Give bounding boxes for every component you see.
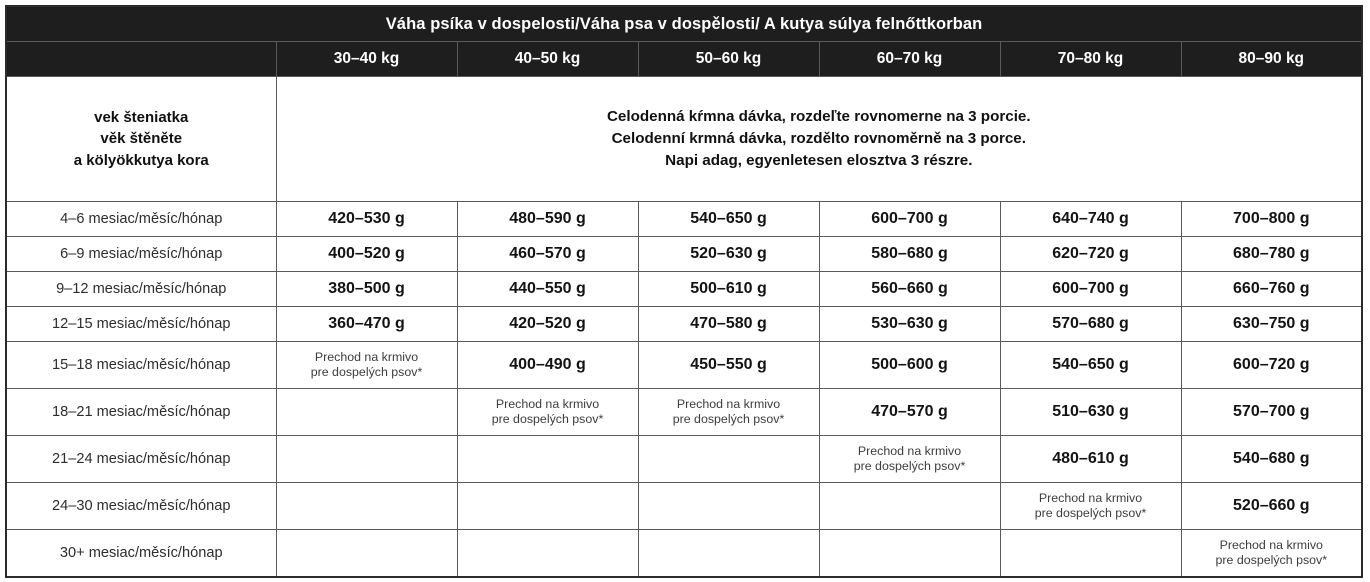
ration-amount-cell: 420–530 g bbox=[276, 202, 457, 237]
instruction-line-hu: Napi adag, egyenletesen elosztva 3 részre. bbox=[665, 152, 973, 170]
age-range-label: 4–6 mesiac/měsíc/hónap bbox=[6, 202, 276, 237]
adult-food-transition-cell bbox=[276, 342, 457, 389]
ration-amount-cell: 540–680 g bbox=[1181, 436, 1362, 483]
table-row bbox=[6, 237, 1362, 272]
transition-note-line-1: Prechod na krmivo bbox=[1038, 491, 1143, 506]
ration-amount-cell: 660–760 g bbox=[1181, 272, 1362, 307]
transition-note-line-2: pre dospelých psov* bbox=[672, 412, 785, 426]
empty-cell bbox=[819, 483, 1000, 530]
empty-cell bbox=[276, 436, 457, 483]
instructions-row bbox=[6, 77, 1362, 202]
adult-food-transition-cell bbox=[638, 389, 819, 436]
age-range-label: 18–21 mesiac/měsíc/hónap bbox=[6, 389, 276, 436]
ration-amount-cell: 600–720 g bbox=[1181, 342, 1362, 389]
ration-amount-cell: 600–700 g bbox=[819, 202, 1000, 237]
ration-amount-cell: 480–610 g bbox=[1000, 436, 1181, 483]
weight-column-header-2: 50–60 kg bbox=[638, 42, 819, 77]
age-header-line-hu: a kölyökkutya kora bbox=[73, 151, 209, 169]
age-range-label: 24–30 mesiac/měsíc/hónap bbox=[6, 483, 276, 530]
age-range-label: 12–15 mesiac/měsíc/hónap bbox=[6, 307, 276, 342]
ration-amount-cell: 440–550 g bbox=[457, 272, 638, 307]
transition-note-line-2: pre dospelých psov* bbox=[853, 459, 966, 473]
empty-cell bbox=[1000, 530, 1181, 578]
table-title: Váha psíka v dospelosti/Váha psa v dospělosti/ A kutya súlya felnőttkorban bbox=[6, 6, 1362, 42]
ration-amount-cell: 360–470 g bbox=[276, 307, 457, 342]
age-range-label: 9–12 mesiac/měsíc/hónap bbox=[6, 272, 276, 307]
weight-column-header-1: 40–50 kg bbox=[457, 42, 638, 77]
age-range-label: 21–24 mesiac/měsíc/hónap bbox=[6, 436, 276, 483]
ration-amount-cell: 470–580 g bbox=[638, 307, 819, 342]
ration-amount-cell: 530–630 g bbox=[819, 307, 1000, 342]
ration-amount-cell: 520–660 g bbox=[1181, 483, 1362, 530]
age-range-label: 6–9 mesiac/měsíc/hónap bbox=[6, 237, 276, 272]
puppy-feeding-table bbox=[5, 5, 1363, 578]
empty-cell bbox=[276, 530, 457, 578]
table-row bbox=[6, 202, 1362, 237]
ration-amount-cell: 620–720 g bbox=[1000, 237, 1181, 272]
ration-amount-cell: 480–590 g bbox=[457, 202, 638, 237]
empty-cell bbox=[457, 530, 638, 578]
table-row bbox=[6, 307, 1362, 342]
ration-amount-cell: 570–700 g bbox=[1181, 389, 1362, 436]
age-header-line-sk: vek šteniatka bbox=[94, 109, 189, 127]
ration-amount-cell: 400–490 g bbox=[457, 342, 638, 389]
empty-cell bbox=[457, 483, 638, 530]
empty-cell bbox=[638, 530, 819, 578]
table-row bbox=[6, 530, 1362, 578]
age-column-header bbox=[6, 77, 276, 202]
ration-amount-cell: 470–570 g bbox=[819, 389, 1000, 436]
ration-amount-cell: 540–650 g bbox=[638, 202, 819, 237]
transition-note-line-1: Prechod na krmivo bbox=[857, 444, 962, 459]
age-header-line-cs: věk štěněte bbox=[100, 130, 183, 148]
transition-note-line-1: Prechod na krmivo bbox=[314, 350, 419, 365]
empty-cell bbox=[276, 389, 457, 436]
table-row bbox=[6, 272, 1362, 307]
table-row bbox=[6, 389, 1362, 436]
empty-cell bbox=[276, 483, 457, 530]
ration-amount-cell: 420–520 g bbox=[457, 307, 638, 342]
daily-ration-instructions bbox=[276, 77, 1362, 202]
ration-amount-cell: 500–600 g bbox=[819, 342, 1000, 389]
adult-food-transition-cell bbox=[819, 436, 1000, 483]
age-range-label: 15–18 mesiac/měsíc/hónap bbox=[6, 342, 276, 389]
age-range-label: 30+ mesiac/měsíc/hónap bbox=[6, 530, 276, 578]
weight-column-header-4: 70–80 kg bbox=[1000, 42, 1181, 77]
adult-food-transition-cell bbox=[1000, 483, 1181, 530]
instruction-line-sk: Celodenná kŕmna dávka, rozdeľte rovnomerne na 3 porcie. bbox=[606, 107, 1031, 125]
transition-note-line-1: Prechod na krmivo bbox=[676, 397, 781, 412]
empty-cell bbox=[638, 436, 819, 483]
table-row bbox=[6, 436, 1362, 483]
adult-food-transition-cell bbox=[1181, 530, 1362, 578]
ration-amount-cell: 600–700 g bbox=[1000, 272, 1181, 307]
ration-amount-cell: 580–680 g bbox=[819, 237, 1000, 272]
empty-cell bbox=[638, 483, 819, 530]
ration-amount-cell: 700–800 g bbox=[1181, 202, 1362, 237]
ration-amount-cell: 570–680 g bbox=[1000, 307, 1181, 342]
transition-note-line-2: pre dospelých psov* bbox=[491, 412, 604, 426]
ration-amount-cell: 560–660 g bbox=[819, 272, 1000, 307]
weight-column-header-3: 60–70 kg bbox=[819, 42, 1000, 77]
ration-amount-cell: 540–650 g bbox=[1000, 342, 1181, 389]
corner-spacer bbox=[6, 42, 276, 77]
ration-amount-cell: 680–780 g bbox=[1181, 237, 1362, 272]
ration-amount-cell: 460–570 g bbox=[457, 237, 638, 272]
ration-amount-cell: 380–500 g bbox=[276, 272, 457, 307]
transition-note-line-2: pre dospelých psov* bbox=[1215, 553, 1328, 567]
ration-amount-cell: 640–740 g bbox=[1000, 202, 1181, 237]
table-row bbox=[6, 483, 1362, 530]
title-row bbox=[6, 6, 1362, 42]
transition-note-line-2: pre dospelých psov* bbox=[1034, 506, 1147, 520]
empty-cell bbox=[819, 530, 1000, 578]
transition-note-line-1: Prechod na krmivo bbox=[495, 397, 600, 412]
empty-cell bbox=[457, 436, 638, 483]
ration-amount-cell: 500–610 g bbox=[638, 272, 819, 307]
table-row bbox=[6, 342, 1362, 389]
table-body bbox=[6, 6, 1362, 577]
ration-amount-cell: 630–750 g bbox=[1181, 307, 1362, 342]
ration-amount-cell: 400–520 g bbox=[276, 237, 457, 272]
adult-food-transition-cell bbox=[457, 389, 638, 436]
weight-header-row bbox=[6, 42, 1362, 77]
ration-amount-cell: 450–550 g bbox=[638, 342, 819, 389]
ration-amount-cell: 520–630 g bbox=[638, 237, 819, 272]
transition-note-line-1: Prechod na krmivo bbox=[1219, 538, 1323, 553]
instruction-line-cs: Celodenní krmná dávka, rozdělto rovnoměrně na 3 porce. bbox=[611, 129, 1026, 147]
transition-note-line-2: pre dospelých psov* bbox=[310, 365, 423, 379]
ration-amount-cell: 510–630 g bbox=[1000, 389, 1181, 436]
weight-column-header-0: 30–40 kg bbox=[276, 42, 457, 77]
weight-column-header-5: 80–90 kg bbox=[1181, 42, 1362, 77]
